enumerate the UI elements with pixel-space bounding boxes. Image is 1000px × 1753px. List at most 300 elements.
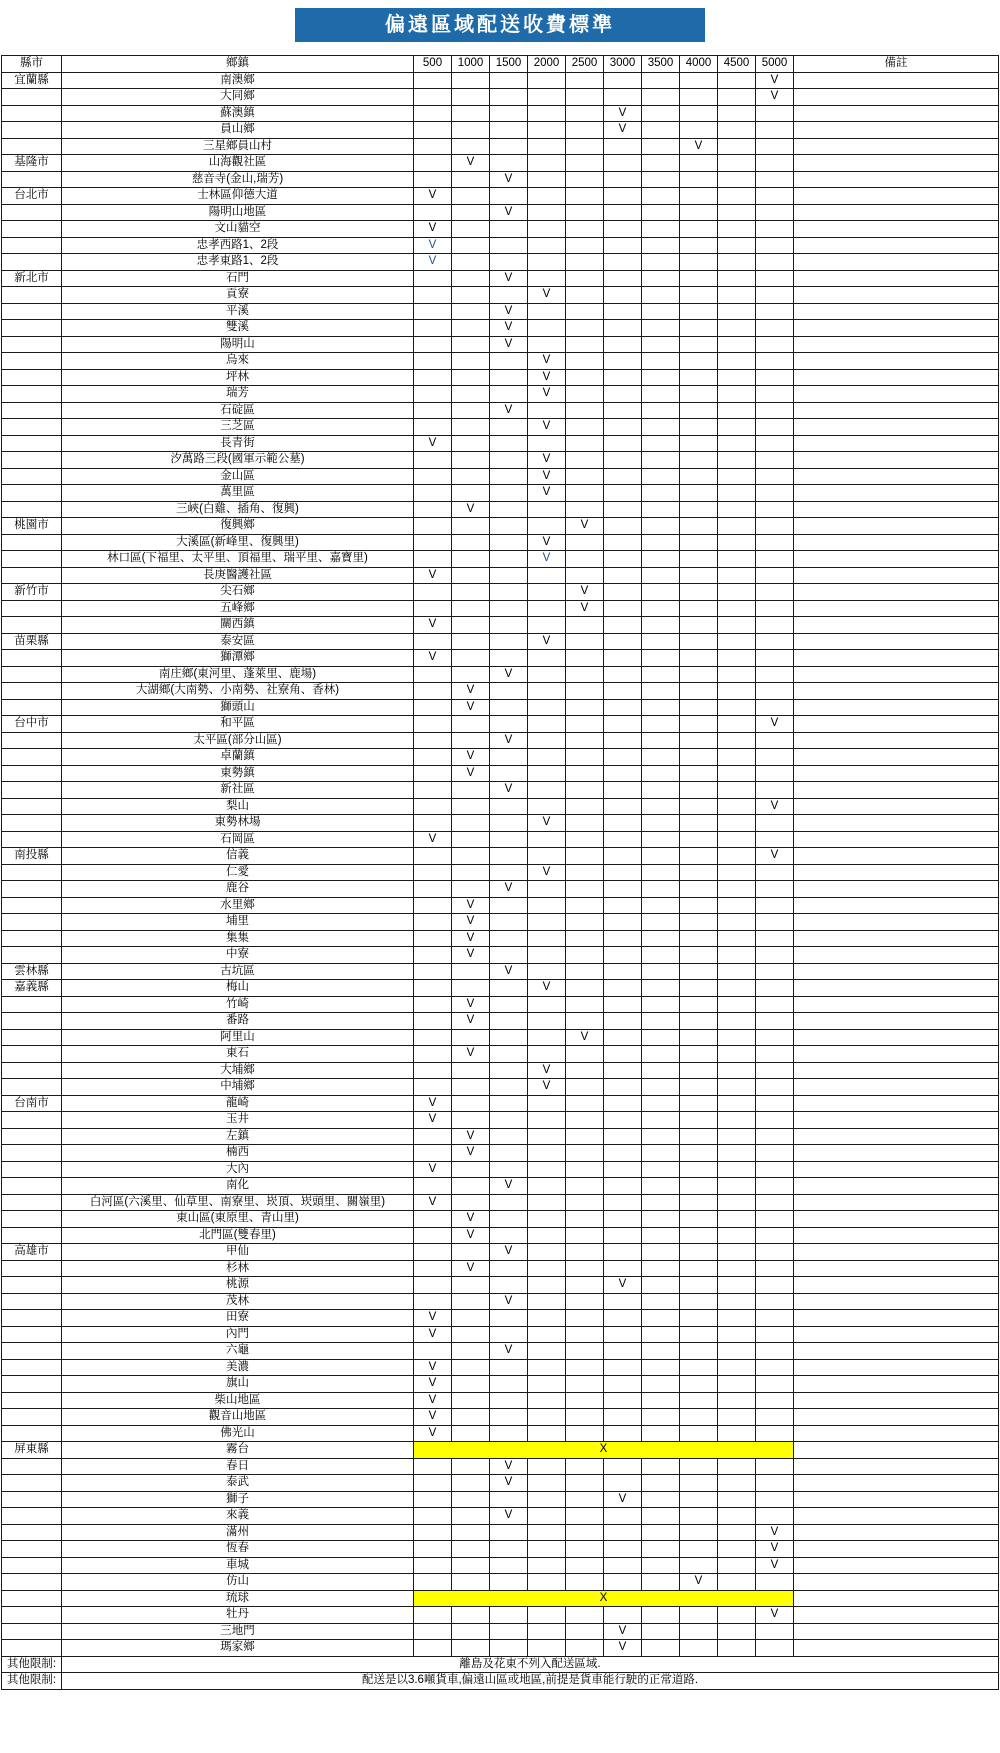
fee-cell [756,1095,794,1112]
fee-cell [604,716,642,733]
fee-row [2,980,999,997]
fee-cell [452,534,490,551]
fee-cell [604,1079,642,1096]
footnote-label: 其他限制: [2,1673,62,1690]
fee-mark-cell: V [414,1161,452,1178]
fee-cell [642,138,680,155]
fee-cell [604,1376,642,1393]
fee-cell [604,980,642,997]
fee-cell [604,551,642,568]
fee-cell [566,204,604,221]
fee-cell [718,435,756,452]
fee-cell [566,254,604,271]
town-cell: 北門區(雙春里) [62,1227,414,1244]
fee-cell [718,947,756,964]
fee-cell [604,1475,642,1492]
fee-cell [680,980,718,997]
fee-cell [566,303,604,320]
fee-cell [566,798,604,815]
fee-mark-cell: V [452,765,490,782]
fee-cell [680,600,718,617]
fee-cell [604,1541,642,1558]
fee-cell [642,1244,680,1261]
remark-cell [794,798,999,815]
fee-cell [680,683,718,700]
county-cell [2,551,62,568]
county-cell [2,1062,62,1079]
fee-mark-cell: V [414,1359,452,1376]
fee-cell [756,1326,794,1343]
fee-cell [604,1359,642,1376]
fee-cell [756,1458,794,1475]
fee-cell [604,336,642,353]
fee-cell [528,1112,566,1129]
fee-cell [452,633,490,650]
fee-cell [680,254,718,271]
fee-cell [680,732,718,749]
fee-cell [642,782,680,799]
fee-cell [604,1524,642,1541]
fee-cell [718,419,756,436]
county-cell [2,303,62,320]
fee-cell [604,435,642,452]
fee-cell [452,1458,490,1475]
fee-cell [604,1128,642,1145]
town-cell: 萬里區 [62,485,414,502]
fee-cell [718,633,756,650]
fee-cell [604,666,642,683]
fee-cell [490,1574,528,1591]
county-cell: 台北市 [2,188,62,205]
fee-cell [566,1409,604,1426]
fee-cell [604,270,642,287]
fee-cell [680,1475,718,1492]
fee-cell [528,105,566,122]
fee-cell [680,716,718,733]
fee-cell [566,1211,604,1228]
fee-cell [528,155,566,172]
fee-cell [490,831,528,848]
fee-cell [604,1194,642,1211]
fee-cell [680,1343,718,1360]
town-cell: 南化 [62,1178,414,1195]
fee-cell [756,1194,794,1211]
fee-cell [490,419,528,436]
remark-cell [794,1640,999,1657]
fee-cell [490,1640,528,1657]
fee-cell [452,122,490,139]
fee-cell [718,782,756,799]
fee-cell [452,270,490,287]
fee-cell [528,1260,566,1277]
fee-cell [756,600,794,617]
fee-cell [566,947,604,964]
remark-cell [794,1524,999,1541]
fee-row [2,1310,999,1327]
fee-cell [642,930,680,947]
fee-cell [566,848,604,865]
fee-mark-cell: V [756,1557,794,1574]
fee-cell [414,980,452,997]
fee-cell [604,1161,642,1178]
fee-cell [604,1293,642,1310]
remark-cell [794,221,999,238]
remark-cell [794,336,999,353]
fee-cell [680,831,718,848]
town-cell: 古坑區 [62,963,414,980]
fee-cell [452,1277,490,1294]
fee-cell [642,122,680,139]
fee-row [2,1607,999,1624]
remark-cell [794,1046,999,1063]
fee-cell [604,353,642,370]
remark-cell [794,963,999,980]
fee-cell [718,534,756,551]
fee-cell [756,221,794,238]
remark-cell [794,122,999,139]
county-cell [2,1326,62,1343]
fee-cell [528,1095,566,1112]
fee-cell [642,1029,680,1046]
remark-cell [794,1607,999,1624]
fee-mark-cell: V [414,1326,452,1343]
fee-cell [718,864,756,881]
county-cell [2,534,62,551]
fee-cell [490,1128,528,1145]
county-cell [2,699,62,716]
fee-mark-cell: V [414,1409,452,1426]
fee-cell [642,452,680,469]
town-cell: 鹿谷 [62,881,414,898]
fee-row [2,1013,999,1030]
fee-cell [414,947,452,964]
county-cell [2,749,62,766]
fee-mark-cell: V [414,1112,452,1129]
fee-cell [642,402,680,419]
fee-row [2,1623,999,1640]
fee-cell [642,353,680,370]
fee-cell [490,518,528,535]
fee-cell [756,534,794,551]
county-cell [2,386,62,403]
remark-cell [794,188,999,205]
fee-row [2,468,999,485]
fee-cell [490,485,528,502]
town-cell: 杉林 [62,1260,414,1277]
fee-cell [718,1128,756,1145]
fee-cell [566,353,604,370]
fee-cell [756,963,794,980]
town-cell: 烏來 [62,353,414,370]
fee-cell [452,815,490,832]
town-cell: 石岡區 [62,831,414,848]
town-cell: 牡丹 [62,1607,414,1624]
fee-cell [528,1161,566,1178]
fee-cell [528,716,566,733]
fee-cell [680,1227,718,1244]
remark-cell [794,1112,999,1129]
remark-cell [794,1095,999,1112]
town-cell: 泰安區 [62,633,414,650]
town-cell: 柴山地區 [62,1392,414,1409]
town-cell: 忠孝西路1、2段 [62,237,414,254]
fee-cell [414,1244,452,1261]
fee-cell [528,188,566,205]
fee-cell [604,221,642,238]
fee-row [2,996,999,1013]
fee-cell [604,204,642,221]
fee-mark-cell: V [528,287,566,304]
fee-cell [490,72,528,89]
fee-cell [642,947,680,964]
fee-cell [414,534,452,551]
fee-cell [452,1079,490,1096]
fee-cell [528,617,566,634]
fee-mark-cell: V [414,1376,452,1393]
fee-cell [756,1161,794,1178]
fee-cell [642,1475,680,1492]
fee-cell [452,386,490,403]
fee-cell [604,930,642,947]
fee-mark-cell: V [756,716,794,733]
fee-cell [604,914,642,931]
fee-cell [680,650,718,667]
fee-cell [414,402,452,419]
town-cell: 南澳鄉 [62,72,414,89]
fee-row [2,303,999,320]
fee-cell [642,600,680,617]
fee-cell [718,353,756,370]
fee-cell [566,122,604,139]
fee-cell [414,1227,452,1244]
fee-cell [528,683,566,700]
fee-cell [414,1475,452,1492]
fee-cell [452,732,490,749]
fee-cell [414,1128,452,1145]
fee-mark-cell: V [528,468,566,485]
fee-cell [490,1145,528,1162]
fee-cell [490,1376,528,1393]
town-cell: 水里鄉 [62,897,414,914]
fee-cell [528,1244,566,1261]
fee-cell [566,89,604,106]
fee-cell [452,1475,490,1492]
remark-cell [794,600,999,617]
fee-cell [718,1227,756,1244]
remark-cell [794,617,999,634]
remark-cell [794,1161,999,1178]
fee-row [2,765,999,782]
fee-cell [566,435,604,452]
fee-cell [680,122,718,139]
fee-cell [566,815,604,832]
fee-cell [452,1557,490,1574]
fee-cell [414,1046,452,1063]
fee-cell [756,204,794,221]
fee-cell [642,534,680,551]
county-cell [2,1524,62,1541]
remark-cell [794,1260,999,1277]
fee-cell [604,584,642,601]
fee-cell [604,89,642,106]
remark-cell [794,1293,999,1310]
town-cell: 獅頭山 [62,699,414,716]
fee-mark-cell: V [490,402,528,419]
county-cell [2,1178,62,1195]
fee-cell [490,551,528,568]
fee-mark-cell: V [490,303,528,320]
fee-cell [718,699,756,716]
town-cell: 獅子 [62,1491,414,1508]
fee-cell [414,204,452,221]
fee-row [2,452,999,469]
fee-cell [604,402,642,419]
fee-cell [414,353,452,370]
column-header: 備註 [794,56,999,73]
fee-cell [528,798,566,815]
fee-cell [756,1343,794,1360]
fee-cell [528,1574,566,1591]
remark-cell [794,848,999,865]
fee-cell [718,138,756,155]
fee-cell [452,72,490,89]
fee-cell [490,188,528,205]
fee-row [2,600,999,617]
fee-cell [718,1623,756,1640]
town-cell: 集集 [62,930,414,947]
town-cell: 琉球 [62,1590,414,1607]
county-cell [2,435,62,452]
fee-cell [490,1491,528,1508]
fee-cell [604,897,642,914]
fee-row [2,237,999,254]
fee-cell [756,864,794,881]
fee-cell [528,650,566,667]
fee-cell [718,369,756,386]
town-cell: 東勢林場 [62,815,414,832]
fee-cell [528,1557,566,1574]
fee-cell [490,947,528,964]
fee-row [2,798,999,815]
remark-cell [794,1227,999,1244]
county-cell [2,798,62,815]
fee-cell [642,1574,680,1591]
fee-cell [756,1623,794,1640]
town-cell: 平溪 [62,303,414,320]
town-cell: 佛光山 [62,1425,414,1442]
fee-cell [414,1145,452,1162]
fee-cell [642,1013,680,1030]
fee-row [2,1541,999,1558]
county-cell [2,1475,62,1492]
fee-cell [718,1013,756,1030]
fee-row [2,501,999,518]
fee-cell [490,848,528,865]
fee-cell [490,617,528,634]
county-cell [2,683,62,700]
column-header: 4000 [680,56,718,73]
fee-cell [756,1112,794,1129]
fee-mark-cell: V [490,732,528,749]
fee-row [2,435,999,452]
fee-cell [452,617,490,634]
remark-cell [794,171,999,188]
fee-cell [604,1409,642,1426]
remark-cell [794,1277,999,1294]
fee-cell [680,666,718,683]
fee-mark-cell: V [756,72,794,89]
fee-cell [718,1260,756,1277]
fee-mark-cell: V [452,996,490,1013]
fee-row [2,1260,999,1277]
fee-cell [566,864,604,881]
fee-cell [566,1046,604,1063]
fee-cell [756,1178,794,1195]
remark-cell [794,1508,999,1525]
remark-cell [794,749,999,766]
fee-mark-cell: V [756,798,794,815]
fee-row [2,1359,999,1376]
fee-cell [642,1343,680,1360]
fee-cell [718,1557,756,1574]
fee-cell [566,386,604,403]
fee-mark-cell: V [452,914,490,931]
fee-row [2,699,999,716]
county-cell [2,419,62,436]
fee-cell [642,485,680,502]
fee-cell [680,1260,718,1277]
fee-cell [718,567,756,584]
fee-cell [604,798,642,815]
remark-cell [794,485,999,502]
fee-cell [604,188,642,205]
fee-mark-cell: V [566,584,604,601]
town-cell: 中埔鄉 [62,1079,414,1096]
fee-cell [528,435,566,452]
fee-mark-cell: V [490,320,528,337]
fee-cell [566,1557,604,1574]
fee-row [2,1277,999,1294]
remark-cell [794,1079,999,1096]
footnote-label: 其他限制: [2,1656,62,1673]
county-cell [2,930,62,947]
fee-cell [528,1194,566,1211]
fee-cell [490,1392,528,1409]
fee-cell [566,1013,604,1030]
remark-cell [794,369,999,386]
fee-cell [604,996,642,1013]
fee-cell [680,815,718,832]
fee-cell [756,336,794,353]
remark-cell [794,551,999,568]
remark-cell [794,930,999,947]
fee-cell [718,666,756,683]
county-cell [2,897,62,914]
fee-row [2,1425,999,1442]
fee-cell [718,996,756,1013]
fee-cell [528,1541,566,1558]
fee-cell [756,452,794,469]
remark-cell [794,89,999,106]
town-cell: 霧台 [62,1442,414,1459]
fee-cell [566,1128,604,1145]
town-cell: 白河區(六溪里、仙草里、南寮里、崁頂、崁頭里、關嶺里) [62,1194,414,1211]
fee-cell [566,452,604,469]
fee-cell [756,567,794,584]
fee-cell [452,567,490,584]
county-cell [2,1211,62,1228]
fee-mark-cell: V [452,1211,490,1228]
